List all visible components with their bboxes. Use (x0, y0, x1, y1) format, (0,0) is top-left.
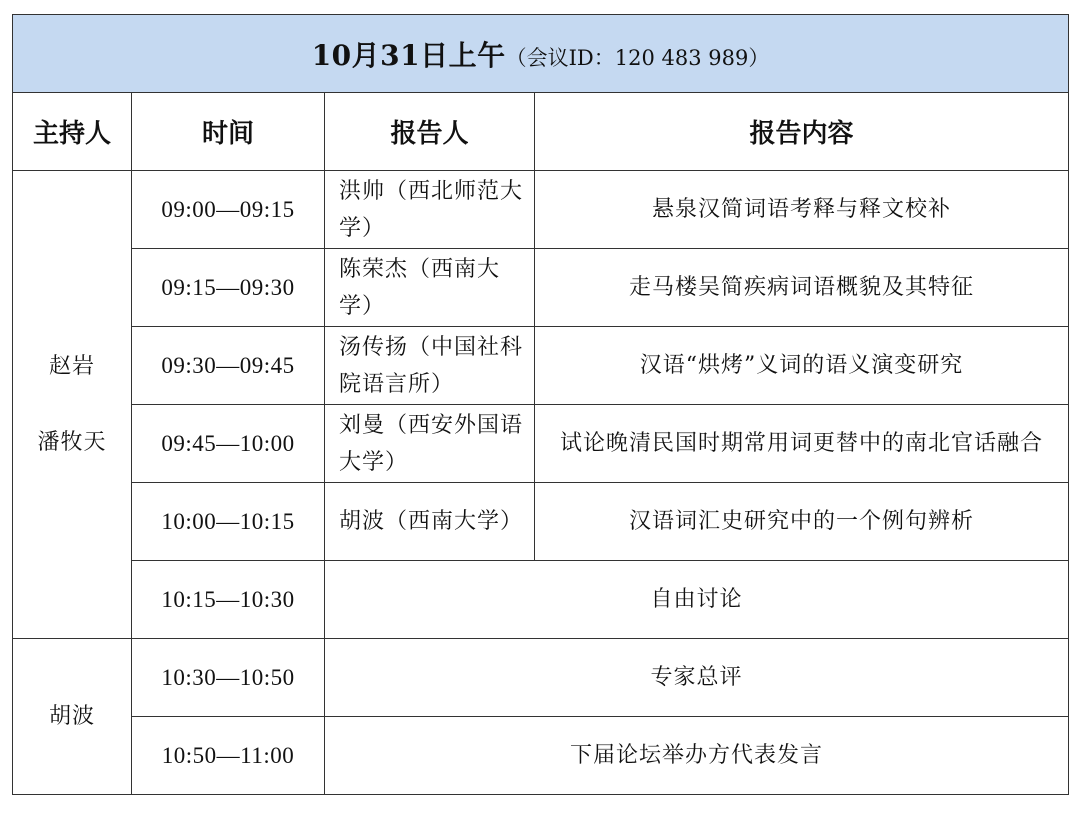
content-cell: 汉语词汇史研究中的一个例句辨析 (535, 483, 1069, 561)
title-date: 10月31日上午 (311, 38, 506, 72)
merged-activity-cell: 专家总评 (325, 639, 1069, 717)
table-row (13, 561, 1069, 639)
content-cell: 汉语“烘烤”义词的语义演变研究 (535, 327, 1069, 405)
time-cell: 10:50—11:00 (132, 717, 325, 795)
table-row (13, 405, 1069, 483)
speaker-cell: 汤传扬（中国社科院语言所） (325, 327, 535, 405)
content-cell: 悬泉汉简词语考释与释文校补 (535, 171, 1069, 249)
table-row (13, 249, 1069, 327)
table-row (13, 327, 1069, 405)
header-row (13, 93, 1069, 171)
merged-activity-cell: 自由讨论 (325, 561, 1069, 639)
time-cell: 09:30—09:45 (132, 327, 325, 405)
table-row (13, 483, 1069, 561)
session-host-cell (13, 639, 132, 795)
table-title (13, 15, 1069, 93)
time-cell: 09:00—09:15 (132, 171, 325, 249)
header-speaker: 报告人 (325, 93, 535, 171)
speaker-cell: 洪帅（西北师范大学） (325, 171, 535, 249)
schedule-table (12, 14, 1069, 795)
header-host: 主持人 (13, 93, 132, 171)
session-host-cell (13, 171, 132, 639)
host-name: 潘牧天 (37, 429, 107, 455)
header-content: 报告内容 (535, 93, 1069, 171)
table-row (13, 171, 1069, 249)
host-name: 胡波 (48, 703, 95, 729)
table-row (13, 639, 1069, 717)
speaker-cell: 刘曼（西安外国语大学） (325, 405, 535, 483)
time-cell: 09:45—10:00 (132, 405, 325, 483)
speaker-cell: 胡波（西南大学） (325, 483, 535, 561)
time-cell: 09:15—09:30 (132, 249, 325, 327)
host-name: 赵岩 (48, 353, 95, 379)
content-cell: 试论晚清民国时期常用词更替中的南北官话融合 (535, 405, 1069, 483)
merged-activity-cell: 下届论坛举办方代表发言 (325, 717, 1069, 795)
content-cell: 走马楼吴简疾病词语概貌及其特征 (535, 249, 1069, 327)
title-meeting-id: （会议ID：120 483 989） (505, 45, 770, 70)
header-time: 时间 (132, 93, 325, 171)
table-row (13, 717, 1069, 795)
time-cell: 10:30—10:50 (132, 639, 325, 717)
speaker-cell: 陈荣杰（西南大学） (325, 249, 535, 327)
title-row (13, 15, 1069, 93)
time-cell: 10:15—10:30 (132, 561, 325, 639)
time-cell: 10:00—10:15 (132, 483, 325, 561)
